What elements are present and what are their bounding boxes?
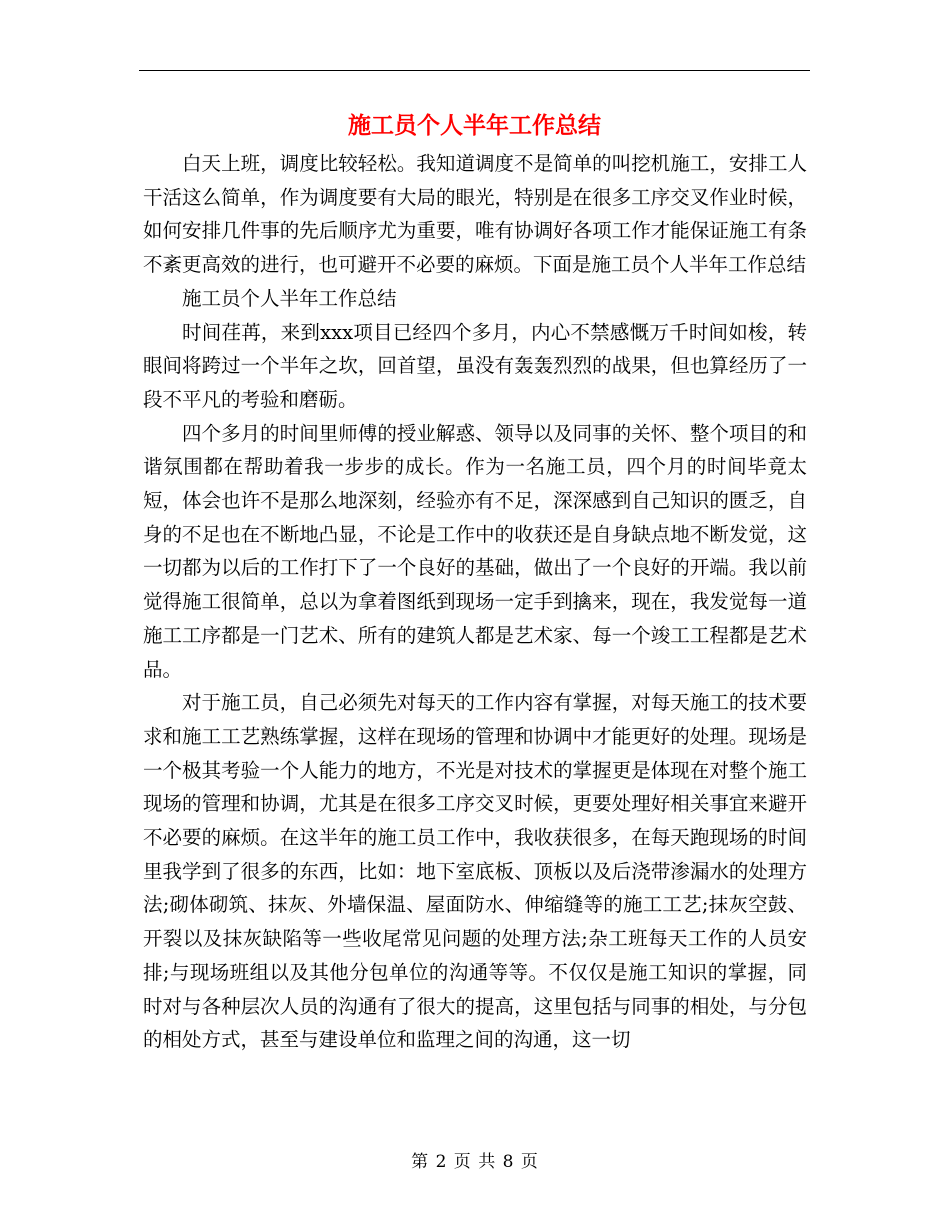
paragraph-duties: 对于施工员，自己必须先对每天的工作内容有掌握，对每天施工的技术要求和施工工艺熟练掌握，这样在现场的管理和协调中才能更好的处理。现场是一个极其考验一个人能力的地方，不光是对技术的掌握更是体现在对整个施工现场的管理和协调，尤其是在很多工序交叉时候，更要处理好相关事宜来避开不必要的麻烦。在这半年的施工员工作中，我收获很多，在每天跑现场的时间里我学到了很多的东西，比如：地下室底板、顶板以及后浇带渗漏水的处理方法;砌体砌筑、抹灰、外墙保温、屋面防水、伸缩缝等的施工工艺;抹灰空鼓、开裂以及抹灰缺陷等一些收尾常见问题的处理方法;杂工班每天工作的人员安排;与现场班组以及其他分包单位的沟通等等。不仅仅是施工知识的掌握，同时对与各种层次人员的沟通有了很大的提高，这里包括与同事的相处，与分包的相处方式，甚至与建设单位和监理之间的沟通，这一切 — [143, 691, 807, 1052]
document-body — [143, 147, 807, 1057]
paragraph-time: 时间荏苒，来到xxx项目已经四个多月，内心不禁感慨万千时间如梭，转眼间将跨过一个半年之坎，回首望，虽没有轰轰烈烈的战果，但也算经历了一段不平凡的考验和磨砺。 — [143, 320, 807, 411]
header-rule — [139, 70, 810, 71]
paragraph-growth: 四个多月的时间里师傅的授业解惑、领导以及同事的关怀、整个项目的和谐氛围都在帮助着我一步步的成长。作为一名施工员，四个月的时间毕竟太短，体会也许不是那么地深刻，经验亦有不足，深深感到自己知识的匮乏，自身的不足也在不断地凸显，不论是工作中的收获还是自身缺点地不断发觉，这一切都为以后的工作打下了一个良好的基础，做出了一个良好的开端。我以前觉得施工很简单，总以为拿着图纸到现场一定手到擒来，现在，我发觉每一道施工工序都是一门艺术、所有的建筑人都是艺术家、每一个竣工工程都是艺术品。 — [143, 421, 807, 681]
page-number: 第 2 页 共 8 页 — [411, 1152, 539, 1172]
document-title: 施工员个人半年工作总结 — [348, 113, 601, 139]
paragraph-subtitle: 施工员个人半年工作总结 — [182, 286, 397, 310]
paragraph-intro: 白天上班，调度比较轻松。我知道调度不是简单的叫挖机施工，安排工人干活这么简单，作为调度要有大局的眼光，特别是在很多工序交叉作业时候，如何安排几件事的先后顺序尤为重要，唯有协调好各项工作才能保证施工有条不紊更高效的进行，也可避开不必要的麻烦。下面是施工员个人半年工作总结 — [143, 152, 807, 277]
